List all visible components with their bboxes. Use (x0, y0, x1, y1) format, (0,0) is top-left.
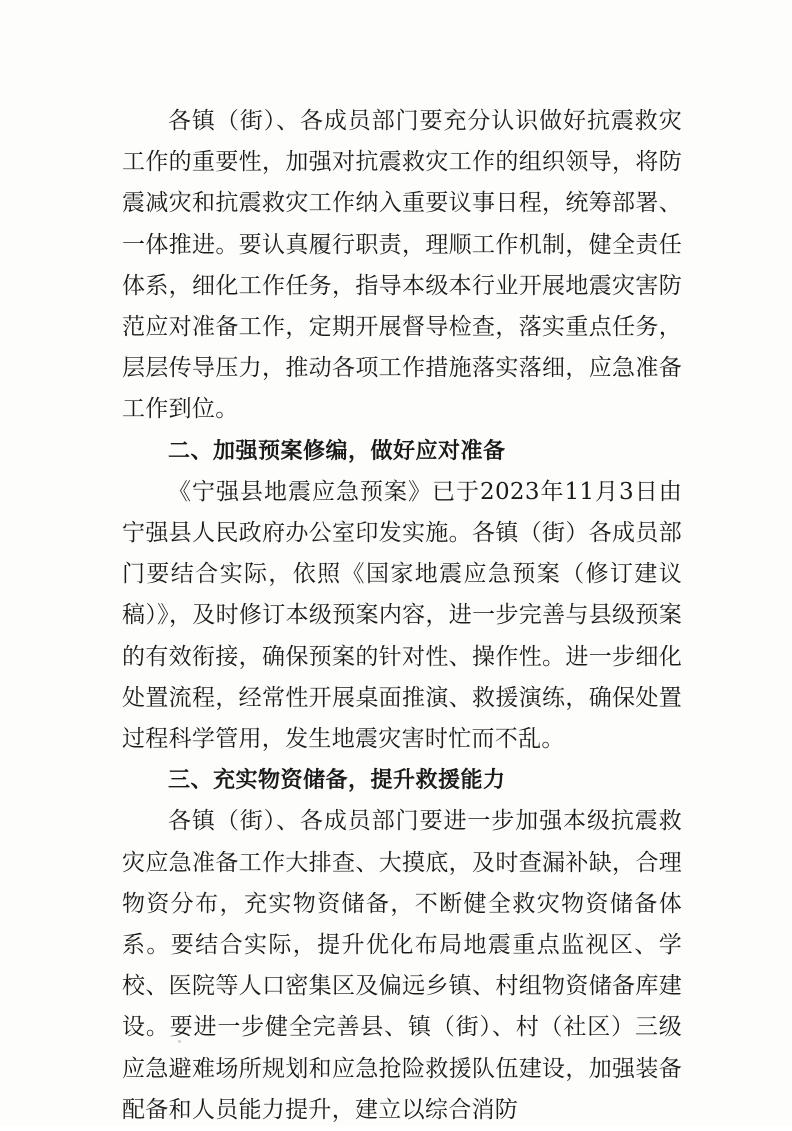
paragraph-responsibility: 各镇（街）、各成员部门要充分认识做好抗震救灾工作的重要性，加强对抗震救灾工作的组织领导，将防震减灾和抗震救灾工作纳入重要议事日程，统筹部署、一体推进。要认真履行职责，理顺工作机制，健全责任体系，细化工作任务，指导本级本行业开展地震灾害防范应对准备工作，定期开展督导检查，落实重点任务，层层传导压力，推动各项工作措施落实落细，应急准备工作到位。 (122, 108, 682, 423)
paragraph-supplies: 各镇（街）、各成员部门要进一步加强本级抗震救灾应急准备工作大排查、大摸底，及时查漏补缺，合理物资分布，充实物资储备，不断健全救灾物资储备体系。要结合实际，提升优化布局地震重点监视区、学校、医院等人口密集区及偏远乡镇、村组物资储备库建设。要进一步健全完善县、镇（街）、村（社区）三级应急避难场所规划和应急抢险救援队伍建设，加强装备配备和人员能力提升，建立以综合消防 (122, 808, 682, 1123)
section-heading-2: 二、加强预案修编，做好应对准备 (168, 438, 506, 464)
paragraph-emergency-plan: 《宁强县地震应急预案》已于2023年11月3日由宁强县人民政府办公室印发实施。各镇（街）各成员部门要结合实际，依照《国家地震应急预案（修订建议稿）》，及时修订本级预案内容，进一步完善与县级预案的有效衔接，确保预案的针对性、操作性。进一步细化处置流程，经常性开展桌面推演、救援演练，确保处置过程科学管用，发生地震灾害时忙而不乱。 (122, 478, 682, 753)
scan-dot-mark (178, 1040, 181, 1043)
document-body (122, 101, 682, 1131)
section-heading-3: 三、充实物资储备，提升救援能力 (168, 768, 506, 794)
